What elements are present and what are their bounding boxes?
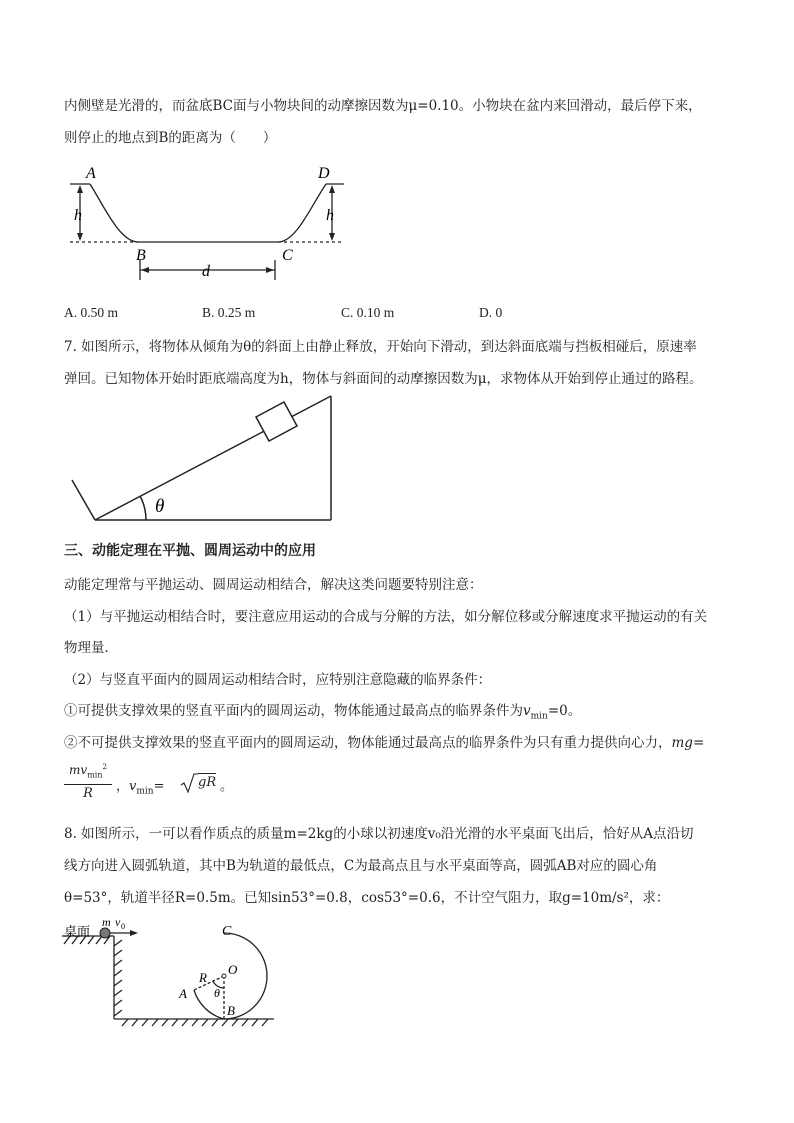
q8-text-line1: 8. 如图所示，一可以看作质点的质量m=2kg的小球以初速度v₀沿光滑的水平桌面飞出后，恰好从A点沿切 [64, 826, 694, 842]
q8-text-line3: θ=53°，轨道半径R=0.5m。已知sin53°=0.8，cos53°=0.6，不计空气阻力，取g=10m/s²，求： [64, 890, 670, 906]
label-B: B [227, 1003, 235, 1018]
label-C: C [282, 247, 293, 264]
label-m: m [102, 915, 111, 929]
condition-1: ①可提供支撑效果的竖直平面内的圆周运动，物体能通过最高点的临界条件为$v_{min}=0$。 [64, 703, 582, 722]
sqrt-content: gR [198, 775, 217, 790]
formula-vmin: ，$v_{min}=$ [116, 779, 165, 797]
section-p1-line1: （1）与平抛运动相结合时，要注意应用运动的合成与分解的方法，如分解位移或分解速度求平抛运动的有关 [64, 609, 708, 625]
q6-text-line1: 内侧壁是光滑的，而盆底BC面与小物块间的动摩擦因数为μ=0.10。小物块在盆内来回滑动，最后停下来， [64, 98, 702, 114]
label-D: D [318, 165, 330, 182]
q7-incline-figure [60, 390, 340, 526]
label-v0-sub: 0 [121, 922, 125, 931]
option-c[interactable]: C. 0.10 m [341, 305, 395, 320]
label-A: A [179, 986, 187, 1001]
label-d: d [202, 263, 210, 280]
q6-text-line2: 则停止的地点到B的距离为（ ） [64, 130, 277, 146]
option-a[interactable]: A. 0.50 m [64, 305, 118, 320]
label-h-left: h [74, 207, 82, 224]
q8-text-line2: 线方向进入圆弧轨道，其中B为轨道的最低点，C为最高点且与水平桌面等高，圆弧AB对应的圆心角 [64, 858, 658, 874]
option-b[interactable]: B. 0.25 m [202, 305, 256, 320]
label-theta: θ [155, 496, 165, 517]
label-R: R [199, 970, 207, 985]
fraction-numerator: $mv_{min}^2$ [69, 763, 107, 780]
label-C: C [222, 924, 232, 939]
label-B: B [136, 247, 146, 264]
fraction-denominator: R [83, 786, 93, 801]
label-O: O [228, 962, 238, 977]
sqrt-sign [180, 772, 198, 794]
option-d[interactable]: D. 0 [479, 305, 503, 320]
q7-text-line1: 7. 如图所示，将物体从倾角为θ的斜面上由静止释放，开始向下滑动，到达斜面底端与挡板相碰后，原速率 [64, 339, 697, 355]
formula-end: 。 [220, 779, 234, 794]
label-A: A [86, 165, 96, 182]
q6-bowl-figure [60, 158, 360, 280]
section-heading: 三、动能定理在平抛、圆周运动中的应用 [64, 543, 316, 559]
label-table: 桌面 [64, 924, 91, 939]
q7-text-line2: 弹回。已知物体开始时距底端高度为h，物体与斜面间的动摩擦因数为μ，求物体从开始到停止通过的路程。 [64, 371, 703, 387]
fraction-bar [64, 784, 112, 785]
section-intro: 动能定理常与平抛运动、圆周运动相结合，解决这类问题要特别注意： [64, 577, 483, 593]
q8-track-figure [62, 916, 282, 1026]
section-p2: （2）与竖直平面内的圆周运动相结合时，应特别注意隐藏的临界条件： [64, 672, 492, 688]
condition-2: ②不可提供支撑效果的竖直平面内的圆周运动，物体能通过最高点的临界条件为只有重力提供向心力，mg= [64, 735, 705, 751]
label-v0: v [115, 915, 121, 929]
section-p1-line2: 物理量． [64, 640, 118, 656]
label-h-right: h [326, 207, 334, 224]
label-theta: θ [214, 986, 220, 1000]
